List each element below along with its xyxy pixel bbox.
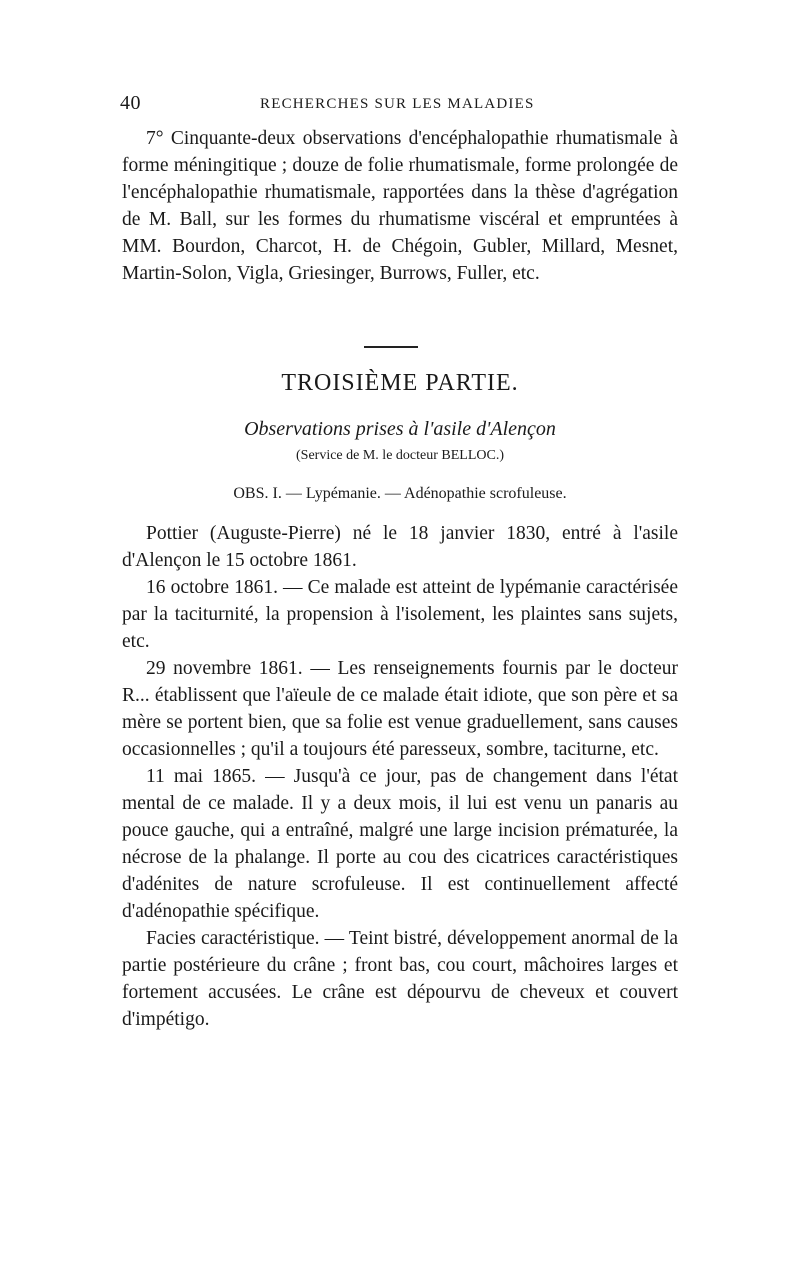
paragraph-oct-1861: 16 octobre 1861. — Ce malade est atteint de lypémanie caractérisée par la taciturnité, la propension à l'isolement, les plaintes sans sujets, etc. [122, 577, 678, 652]
paragraph-may-1865: 11 mai 1865. — Jusqu'à ce jour, pas de changement dans l'état mental de ce malade. Il y a deux mois, il lui est venu un panaris au pouce gauche, qui a entraîné, malgré une large incision prématurée, la nécrose de la phalange. Il porte au cou des cicatrices caractéristiques d'adénites de nature scrofuleuse. Il est continuellement affecté d'adénopathie spécifique. [122, 766, 678, 922]
paragraph-admission: Pottier (Auguste-Pierre) né le 18 janvier 1830, entré à l'asile d'Alençon le 15 octobre 1861. [122, 523, 678, 571]
intro-paragraph: 7° Cinquante-deux observations d'encéphalopathie rhumatismale à forme méningitique ; douze de folie rhumatismale, forme prolongée de l'encéphalopathie rhumatismale, rapportées dans la thèse d'agrégation de M. Ball, sur les formes du rhumatisme viscéral et empruntées à MM. Bourdon, Charcot, H. de Chégoin, Gubler, Millard, Mesnet, Martin-Solon, Vigla, Griesinger, Burrows, Fuller, etc. [122, 128, 678, 284]
observation-body [122, 520, 678, 1033]
page-number: 40 [120, 92, 141, 114]
section-divider [364, 346, 418, 348]
running-title: RECHERCHES SUR LES MALADIES [260, 96, 535, 112]
section-subtitle: Observations prises à l'asile d'Alençon [244, 418, 556, 440]
paragraph-nov-1861: 29 novembre 1861. — Les renseignements fournis par le docteur R... établissent que l'aïeule de ce malade était idiote, que son père et sa mère se portent bien, que sa folie est venue graduellement, sans causes occasionnelles ; qu'il a toujours été paresseux, sombre, taciturne, etc. [122, 658, 678, 760]
intro-block [122, 125, 678, 287]
running-head [120, 92, 680, 116]
section-note: (Service de M. le docteur BELLOC.) [296, 448, 504, 463]
section-title: TROISIÈME PARTIE. [281, 370, 519, 396]
paragraph-facies: Facies caractéristique. — Teint bistré, développement anormal de la partie postérieure du crâne ; front bas, cou court, mâchoires larges et fortement accusées. Le crâne est dépourvu de cheveux et couvert d'impétigo. [122, 928, 678, 1030]
observation-heading: OBS. I. — Lypémanie. — Adénopathie scrofuleuse. [233, 485, 567, 502]
